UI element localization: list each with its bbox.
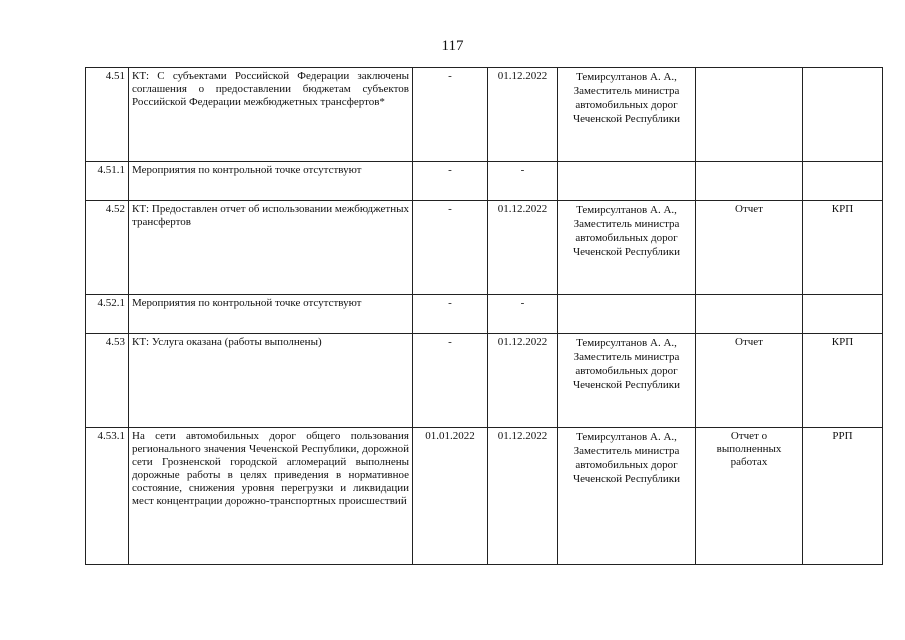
responsible-name: Темирсултанов А. А., bbox=[576, 337, 677, 349]
row-end-date-cell: 01.12.2022 bbox=[488, 68, 558, 162]
row-responsible-cell bbox=[558, 162, 696, 201]
responsible-position: автомобильных дорог bbox=[575, 459, 678, 471]
table-row bbox=[86, 162, 883, 201]
row-name-cell: На сети автомобильных дорог общего пользования регионального значения Чеченской Республики, дорожной сети Грозненской городской агломераций выполнены дорожные работы в целях приведения в нормативное состояние, снижения уровня перегрузки и ликвидации мест концентрации дорожно-транспортных происшествий bbox=[129, 428, 413, 565]
row-end-date-cell: 01.12.2022 bbox=[488, 201, 558, 295]
row-number-cell: 4.51 bbox=[86, 68, 129, 162]
row-level-cell: КРП bbox=[803, 201, 883, 295]
responsible-position: Заместитель министра bbox=[573, 85, 680, 97]
row-number-cell: 4.52.1 bbox=[86, 295, 129, 334]
row-number-cell: 4.53.1 bbox=[86, 428, 129, 565]
row-name-cell: КТ: Предоставлен отчет об использовании межбюджетных трансфертов bbox=[129, 201, 413, 295]
responsible-position: Чеченской Республики bbox=[572, 473, 681, 485]
row-level-cell bbox=[803, 68, 883, 162]
responsible-position: автомобильных дорог bbox=[575, 232, 678, 244]
row-end-date-cell: - bbox=[488, 162, 558, 201]
row-number-cell: 4.51.1 bbox=[86, 162, 129, 201]
row-level-cell bbox=[803, 295, 883, 334]
table-row bbox=[86, 428, 883, 565]
responsible-position: автомобильных дорог bbox=[575, 99, 678, 111]
table-row bbox=[86, 68, 883, 162]
row-document-cell bbox=[696, 68, 803, 162]
row-start-date-cell: - bbox=[413, 162, 488, 201]
row-end-date-cell: 01.12.2022 bbox=[488, 428, 558, 565]
row-number-cell: 4.52 bbox=[86, 201, 129, 295]
responsible-position: Чеченской Республики bbox=[572, 246, 681, 258]
row-level-cell: КРП bbox=[803, 334, 883, 428]
plan-table bbox=[85, 67, 883, 565]
row-start-date-cell: - bbox=[413, 68, 488, 162]
responsible-position: Чеченской Республики bbox=[572, 379, 681, 391]
page-number: 117 bbox=[441, 38, 464, 54]
responsible-name: Темирсултанов А. А., bbox=[576, 204, 677, 216]
row-level-cell: РРП bbox=[803, 428, 883, 565]
row-start-date-cell: - bbox=[413, 334, 488, 428]
row-responsible-cell bbox=[558, 295, 696, 334]
row-responsible-cell bbox=[558, 68, 696, 162]
row-document-cell: Отчет о выполненных работах bbox=[696, 428, 803, 565]
row-document-cell: Отчет bbox=[696, 334, 803, 428]
row-end-date-cell: - bbox=[488, 295, 558, 334]
row-responsible-cell bbox=[558, 334, 696, 428]
responsible-position: Заместитель министра bbox=[573, 445, 680, 457]
responsible-position: Чеченской Республики bbox=[572, 113, 681, 125]
row-responsible-cell bbox=[558, 201, 696, 295]
row-responsible-cell bbox=[558, 428, 696, 565]
row-start-date-cell: - bbox=[413, 201, 488, 295]
row-number-cell: 4.53 bbox=[86, 334, 129, 428]
row-name-cell: Мероприятия по контрольной точке отсутствуют bbox=[129, 295, 413, 334]
row-document-cell bbox=[696, 295, 803, 334]
row-level-cell bbox=[803, 162, 883, 201]
table-row bbox=[86, 201, 883, 295]
responsible-name: Темирсултанов А. А., bbox=[576, 431, 677, 443]
responsible-position: Заместитель министра bbox=[573, 218, 680, 230]
row-name-cell: КТ: Услуга оказана (работы выполнены) bbox=[129, 334, 413, 428]
row-document-cell: Отчет bbox=[696, 201, 803, 295]
row-name-cell: КТ: С субъектами Российской Федерации заключены соглашения о предоставлении бюджетам субъектов Российской Федерации межбюджетных трансфертов* bbox=[129, 68, 413, 162]
table-row bbox=[86, 334, 883, 428]
responsible-position: Заместитель министра bbox=[573, 351, 680, 363]
row-end-date-cell: 01.12.2022 bbox=[488, 334, 558, 428]
responsible-name: Темирсултанов А. А., bbox=[576, 71, 677, 83]
row-start-date-cell: - bbox=[413, 295, 488, 334]
row-start-date-cell: 01.01.2022 bbox=[413, 428, 488, 565]
row-document-cell bbox=[696, 162, 803, 201]
responsible-position: автомобильных дорог bbox=[575, 365, 678, 377]
table-row bbox=[86, 295, 883, 334]
row-name-cell: Мероприятия по контрольной точке отсутствуют bbox=[129, 162, 413, 201]
